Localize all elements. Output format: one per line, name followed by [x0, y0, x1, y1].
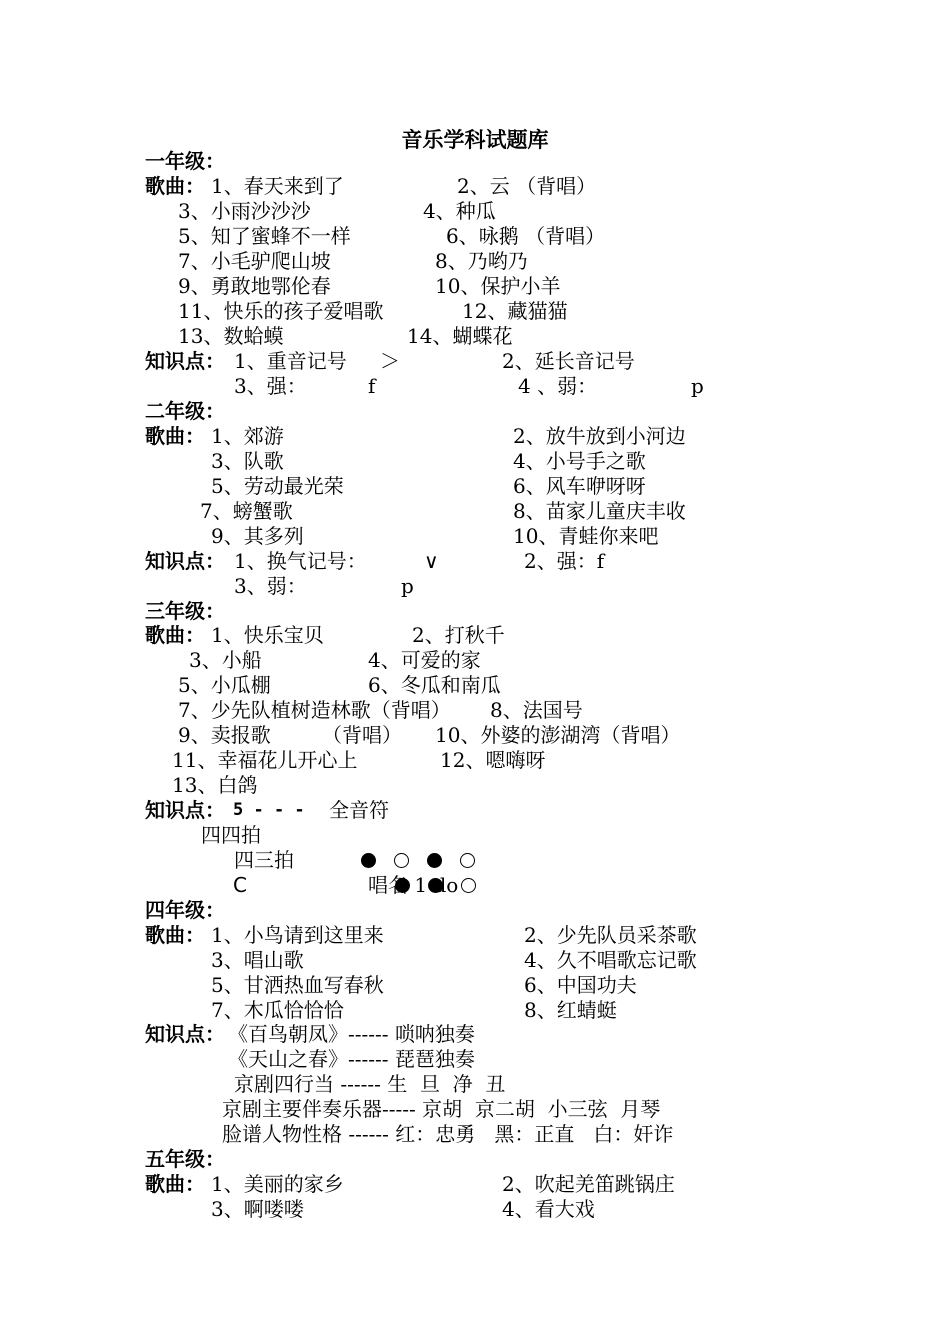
song-item: 5、劳动最光荣 [211, 474, 344, 498]
song-item: 7、少先队植树造林歌（背唱） [178, 698, 451, 722]
grade4-knowledge-label: 知识点： [145, 1022, 225, 1046]
grade5-heading: 五年级： [145, 1147, 225, 1171]
knowledge-item: 京剧主要伴奏乐器----- 京胡 京二胡 小三弦 月琴 [222, 1097, 661, 1121]
song-item: 1、春天来到了 [211, 174, 344, 198]
grade1-heading: 一年级： [145, 149, 225, 173]
key-description: 唱名 1 do [368, 873, 459, 897]
piano-symbol: p [401, 574, 414, 598]
grade2-knowledge-label: 知识点： [145, 549, 225, 573]
song-item: 2、放牛放到小河边 [513, 424, 686, 448]
grade2-heading: 二年级： [145, 399, 225, 423]
meter-34-label: 四三拍 [234, 848, 294, 872]
song-item: 4、种瓜 [423, 199, 496, 223]
song-item: 12、嗯嗨呀 [440, 748, 546, 772]
song-item: 12、藏猫猫 [462, 299, 568, 323]
song-item: 8、红蜻蜓 [524, 998, 617, 1022]
whole-note-name: 全音符 [329, 798, 389, 822]
song-item: 8、法国号 [490, 698, 583, 722]
grade1-songs-label: 歌曲： [145, 174, 205, 198]
grade4-songs-label: 歌曲： [145, 923, 205, 947]
song-item: 6、中国功夫 [524, 973, 637, 997]
song-item: 9、卖报歌 [178, 723, 271, 747]
song-item: （背唱） [322, 723, 402, 747]
piano-symbol: p [691, 374, 704, 398]
grade3-knowledge-label: 知识点： [145, 798, 225, 822]
whole-note-notation: 5 - - - [233, 800, 305, 820]
song-item: 4、可爱的家 [368, 648, 481, 672]
song-item: 2、打秋千 [412, 623, 505, 647]
song-item: 3、小雨沙沙沙 [178, 199, 311, 223]
breath-mark-symbol: ∨ [424, 549, 439, 573]
key-label: C [233, 873, 247, 897]
song-item: 1、小鸟请到这里来 [211, 923, 384, 947]
song-item: 9、其多列 [211, 524, 304, 548]
strong-beat-icon [361, 853, 376, 868]
song-item: 2、少先队员采茶歌 [524, 923, 697, 947]
song-item: 4、看大戏 [502, 1197, 595, 1221]
song-item: 5、知了蜜蜂不一样 [178, 224, 351, 248]
grade5-songs-label: 歌曲： [145, 1172, 205, 1196]
song-item: 10、青蛙你来吧 [513, 524, 659, 548]
knowledge-item: 3、弱： [234, 574, 307, 598]
accent-mark-symbol: ＞ [380, 349, 400, 373]
song-item: 14、蝴蝶花 [407, 324, 513, 348]
forte-symbol: f [368, 374, 376, 398]
song-item: 3、唱山歌 [211, 948, 304, 972]
song-item: 7、螃蟹歌 [200, 499, 293, 523]
grade2-songs-label: 歌曲： [145, 424, 205, 448]
song-item: 8、苗家儿童庆丰收 [513, 499, 686, 523]
song-item: 7、小毛驴爬山坡 [178, 249, 331, 273]
song-item: 3、队歌 [211, 449, 284, 473]
song-item: 7、木瓜恰恰恰 [211, 998, 344, 1022]
song-item: 2、云 （背唱） [457, 174, 597, 198]
grade3-heading: 三年级： [145, 599, 225, 623]
song-item: 9、勇敢地鄂伦春 [178, 274, 331, 298]
song-item: 6、咏鹅 （背唱） [446, 224, 606, 248]
knowledge-item: 4 、弱： [518, 374, 598, 398]
song-item: 2、吹起羌笛跳锅庄 [502, 1172, 675, 1196]
page-title: 音乐学科试题库 [401, 127, 549, 152]
song-item: 3、小船 [189, 648, 262, 672]
song-item: 1、美丽的家乡 [211, 1172, 344, 1196]
song-item: 1、郊游 [211, 424, 284, 448]
knowledge-item: 1、换气记号： [234, 549, 367, 573]
weak-beat-icon [461, 878, 476, 893]
song-item: 13、白鸽 [172, 773, 258, 797]
song-item: 10、保护小羊 [435, 274, 561, 298]
knowledge-item: 《天山之春》------ 琵琶独奏 [228, 1047, 475, 1071]
song-item: 4、久不唱歌忘记歌 [524, 948, 697, 972]
song-item: 11、幸福花儿开心上 [172, 748, 358, 772]
song-item: 6、风车咿呀呀 [513, 474, 646, 498]
song-item: 5、小瓜棚 [178, 673, 271, 697]
knowledge-item: 1、重音记号 [234, 349, 347, 373]
grade1-knowledge-label: 知识点： [145, 349, 225, 373]
song-item: 1、快乐宝贝 [211, 623, 324, 647]
knowledge-item: 2、强：f [524, 549, 605, 573]
song-item: 4、小号手之歌 [513, 449, 646, 473]
song-item: 5、甘洒热血写春秋 [211, 973, 384, 997]
knowledge-item: 2、延长音记号 [502, 349, 635, 373]
grade3-songs-label: 歌曲： [145, 623, 205, 647]
song-item: 6、冬瓜和南瓜 [368, 673, 501, 697]
knowledge-item: 脸谱人物性格 ------ 红：忠勇 黑：正直 白：奸诈 [222, 1122, 674, 1146]
knowledge-item: 《百鸟朝凤》------ 唢呐独奏 [228, 1022, 475, 1046]
grade4-heading: 四年级： [145, 898, 225, 922]
song-item: 10、外婆的澎湖湾（背唱） [435, 723, 681, 747]
song-item: 3、啊喽喽 [211, 1197, 304, 1221]
knowledge-item: 3、强： [234, 374, 307, 398]
song-item: 11、快乐的孩子爱唱歌 [178, 299, 384, 323]
knowledge-item: 京剧四行当 ------ 生 旦 净 丑 [234, 1072, 506, 1096]
song-item: 13、数蛤蟆 [178, 324, 284, 348]
song-item: 8、乃哟乃 [435, 249, 528, 273]
meter-44-label: 四四拍 [201, 823, 261, 847]
